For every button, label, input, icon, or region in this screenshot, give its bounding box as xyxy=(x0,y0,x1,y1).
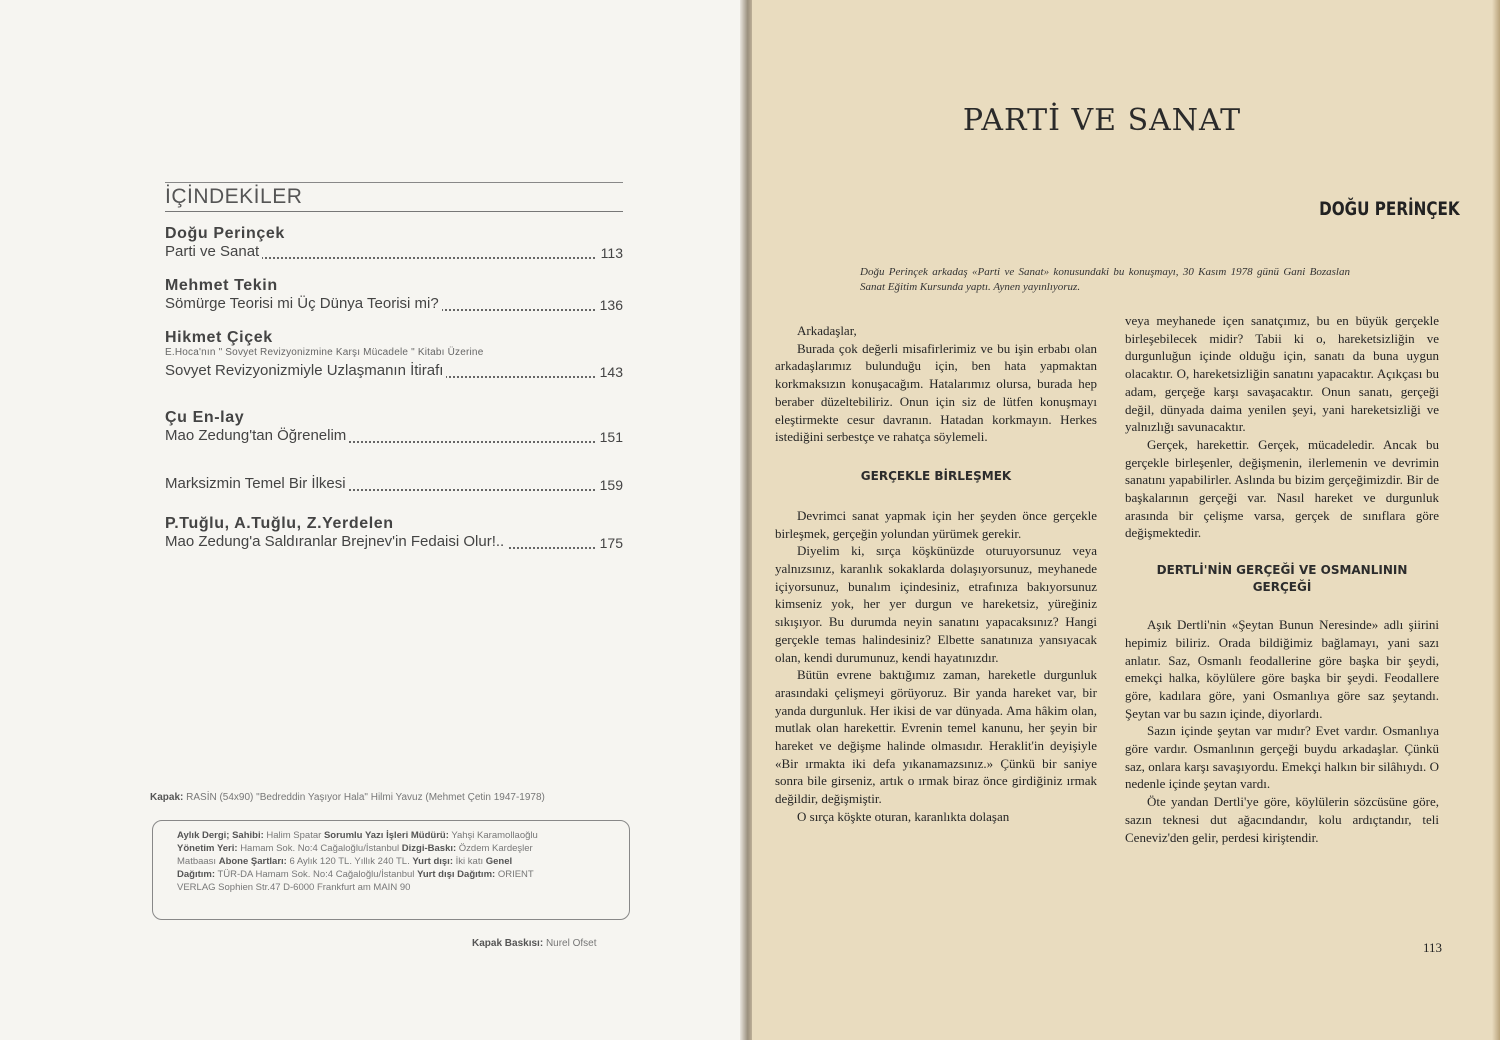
cover-print-value: Nurel Ofset xyxy=(545,938,597,949)
toc-entry xyxy=(165,277,623,315)
imprint-label: Sorumlu Yazı İşleri Müdürü: xyxy=(323,830,449,841)
paragraph: Burada çok değerli misafirlerimiz ve bu işin erbabı olan arkadaşlarımız bulunduğu için, ben hata yapmaktan korkmaksızın konuşacağım. Hatalarımız olursa, burada hep beraber düzeltebiliriz. Onun için siz de lütfen konuşmayı eleştirmekte cesur davranın. Hatadan korkmayın. Herkes istediğini serbestçe ve rahatça söylemeli. xyxy=(775,340,1097,445)
article-column-left xyxy=(775,322,1097,826)
paragraph: O sırça köşkte oturan, karanlıkta dolaşan xyxy=(797,808,1010,824)
imprint-line xyxy=(177,868,617,881)
paragraph: veya meyhanede içen sanatçımız, bu en büyük gerçekle birleşebilecek midir? Tabii ki o, hareketsizliğin ve durgunluğun içinde olduğu için, sanatı da buna uygun olacaktır. O, hareketsizliğin sanatını yapacaktır. Açıkçası bu adam, gerçeğe karşı savaşacaktır. Onun sanatı, gerçeği değil, dünyada daima yenilen şeyi, yani hareketsizliği ve yalnızlığı savunacaktır. xyxy=(1125,313,1439,435)
toc-line xyxy=(165,243,623,263)
imprint-label: Dağıtım: xyxy=(177,869,215,880)
toc-author: Hikmet Çiçek xyxy=(165,329,273,346)
paragraph: Öte yandan Dertli'ye göre, köylülerin sözcüsüne göre, sazın teknesi dut ağacındandır, kolu ardıçtandır, teli Ceneviz'den gelir, perdesi kiriştendir. xyxy=(1125,794,1439,845)
imprint-value: 6 Aylık 120 TL. Yıllık 240 TL. xyxy=(289,856,410,867)
paragraph: Arkadaşlar, xyxy=(797,323,857,338)
toc-page: 151 xyxy=(597,429,623,445)
toc-page: 175 xyxy=(597,535,623,551)
paragraph: Bütün evrene baktığımız zaman, hareketle durgunluk arasındaki çelişmeyi görüyoruz. Bir yanda hareket var, bir yanda durgunluk. Her ikisi de var dünyada. Ama hâkim olan, mutlak olan harekettir. Evrenin temel kanunu, her şeyin bir hareket ve değişme halinde olmasıdır. Heraklit'in deyişiyle «Bir ırmakta iki defa yıkanamazsınız.» Çünkü bir saniye sonra bile girseniz, artık o ırmak biraz önce girdiğiniz ırmak değildir, değişmiştir. xyxy=(775,667,1097,807)
toc-line xyxy=(165,475,623,495)
imprint-line xyxy=(177,842,617,855)
left-page xyxy=(0,0,745,1040)
cover-label: Kapak: xyxy=(150,792,184,803)
section-heading: GERÇEKLE BİRLEŞMEK xyxy=(860,468,1012,483)
article-author: DOĞU PERİNÇEK xyxy=(1319,198,1460,220)
imprint-label: Yurt dışı Dağıtım: xyxy=(417,869,496,880)
toc-title: Marksizmin Temel Bir İlkesi xyxy=(165,475,349,492)
cover-print-label: Kapak Baskısı: xyxy=(472,938,544,949)
right-page xyxy=(752,0,1500,1040)
toc-line xyxy=(165,295,623,315)
imprint-value: İki katı xyxy=(455,856,484,867)
imprint-line xyxy=(177,829,617,842)
section-heading: DERTLİ'NİN GERÇEĞİ VE OSMANLININ GERÇEĞİ xyxy=(1156,563,1408,595)
toc-entry xyxy=(165,329,623,382)
toc-title: Sovyet Revizyonizmiyle Uzlaşmanın İtirafı xyxy=(165,362,446,379)
page-number: 113 xyxy=(1422,940,1442,955)
toc-author: Doğu Perinçek xyxy=(165,225,285,242)
toc-title: Mao Zedung'a Saldıranlar Brejnev'in Fedaisi Olur!.. xyxy=(165,533,507,550)
article-title: PARTİ VE SANAT xyxy=(962,103,1242,138)
toc-title: Parti ve Sanat xyxy=(165,243,262,260)
toc-line xyxy=(165,362,623,382)
toc-line xyxy=(165,427,623,447)
imprint-value: Özdem Kardeşler xyxy=(458,843,533,854)
imprint-line: VERLAG Sophien Str.47 D-6000 Frankfurt am MAIN 90 xyxy=(177,882,411,893)
paragraph: Devrimci sanat yapmak için her şeyden önce gerçekle birleşmek, gerçeğin yolundan yürümek gerekir. xyxy=(775,507,1097,541)
paragraph: Sazın içinde şeytan var mıdır? Evet vardır. Osmanlıya göre vardır. Osmanlının gerçeği buydu arkadaşlar. Çünkü saz, onlara karşı savaşıyordu. Emekçi halkın bir silâhıydı. O nedenle içinde şeytan vardı. xyxy=(1125,723,1439,792)
imprint-value: Yahşi Karamollaoğlu xyxy=(451,830,538,841)
imprint-value: TÜR-DA Hamam Sok. No:4 Cağaloğlu/İstanbul xyxy=(217,869,415,880)
imprint-value: Matbaası xyxy=(177,856,217,867)
paragraph: Aşık Dertli'nin «Şeytan Bunun Neresinde» adlı şiirini hepimiz biliriz. Orada bildiğimiz bağlamayı, yani sazı anlatır. Saz, Osmanlı feodallerine göre başka bir şeydi, emekçi halka, köylülere göre başka bir şeydi. Feodallere göre, kadılara göre, yani Osmanlıya göre saz şeytandı. Şeytan var bu sazın içinde, diyorlardı. xyxy=(1125,617,1439,721)
cover-print-credit xyxy=(472,938,597,949)
toc-page: 136 xyxy=(597,297,623,313)
toc-line xyxy=(165,533,623,553)
toc-page: 159 xyxy=(597,477,623,493)
imprint-value: ORIENT xyxy=(497,869,534,880)
paragraph: Gerçek, harekettir. Gerçek, mücadeledir. Ancak bu gerçekle birleşenler, değişmenin, ilerlemenin ve devrimin sanatını yapabilirler. Aslında bu bizim gerçeğimizdir. Bir de başkalarının gerçeği var. Nasıl hareket ve durgunluk arasında bir çelişme varsa, gerçek de sınıflara göre değişmektedir. xyxy=(1125,436,1439,541)
toc-author: Mehmet Tekin xyxy=(165,277,278,294)
toc-page: 143 xyxy=(597,364,623,380)
cover-credit xyxy=(150,792,655,803)
table-of-contents xyxy=(165,185,623,551)
article-intro: Doğu Perinçek arkadaş «Parti ve Sanat» konusundaki bu konuşmayı, 30 Kasım 1978 günü Gani Bozaslan Sanat Eğitim Kursunda yaptı. Aynen yayınlıyoruz. xyxy=(860,266,1350,293)
paragraph: Diyelim ki, sırça köşkünüzde oturuyorsunuz veya yalnızsınız, karanlık sokaklarda dolaşıyorsunuz, meyhanede içiyorsunuz, bunalım içindesiniz, etrafınıza bakıyorsunuz kimseniz yok, her yer durgun ve hareketsiz, yüreğiniz sıkışıyor. Bu durumda neyin sanatını yapacaksınız? Hangi gerçekle temas halindesiniz? Elbette sanatınıza yansıyacak olan, kendi durumunuz, kendi hayatınızdır. xyxy=(775,543,1097,665)
imprint-label: Dizgi-Baskı: xyxy=(401,843,457,854)
toc-entry xyxy=(165,409,623,447)
toc-top-rule xyxy=(165,182,623,183)
article-column-right xyxy=(1125,312,1439,846)
toc-author: P.Tuğlu, A.Tuğlu, Z.Yerdelen xyxy=(165,515,394,532)
toc-heading: İÇİNDEKİLER xyxy=(165,185,623,212)
imprint-label: Yurt dışı: xyxy=(412,856,453,867)
toc-entry xyxy=(165,515,623,553)
toc-subtitle: E.Hoca'nın " Sovyet Revizyonizmine Karşı Mücadele " Kitabı Üzerine xyxy=(165,347,484,358)
imprint-label: Genel xyxy=(485,856,513,867)
imprint-value: Hamam Sok. No:4 Cağaloğlu/İstanbul xyxy=(240,843,400,854)
toc-title: Mao Zedung'tan Öğrenelim xyxy=(165,427,349,444)
toc-title: Sömürge Teorisi mi Üç Dünya Teorisi mi? xyxy=(165,295,442,312)
imprint-value: Halim Spatar xyxy=(266,830,322,841)
toc-entry xyxy=(165,475,623,495)
imprint-label: Aylık Dergi; Sahibi: xyxy=(177,830,264,841)
imprint-label: Abone Şartları: xyxy=(218,856,287,867)
toc-page: 113 xyxy=(598,245,623,261)
imprint-label: Yönetim Yeri: xyxy=(177,843,238,854)
cover-text: RASİN (54x90) "Bedreddin Yaşıyor Hala" Hilmi Yavuz (Mehmet Çetin 1947-1978) xyxy=(186,792,545,803)
toc-entry xyxy=(165,225,623,263)
imprint-box xyxy=(152,820,630,920)
imprint-line xyxy=(177,855,617,868)
toc-author: Çu En-lay xyxy=(165,409,245,426)
